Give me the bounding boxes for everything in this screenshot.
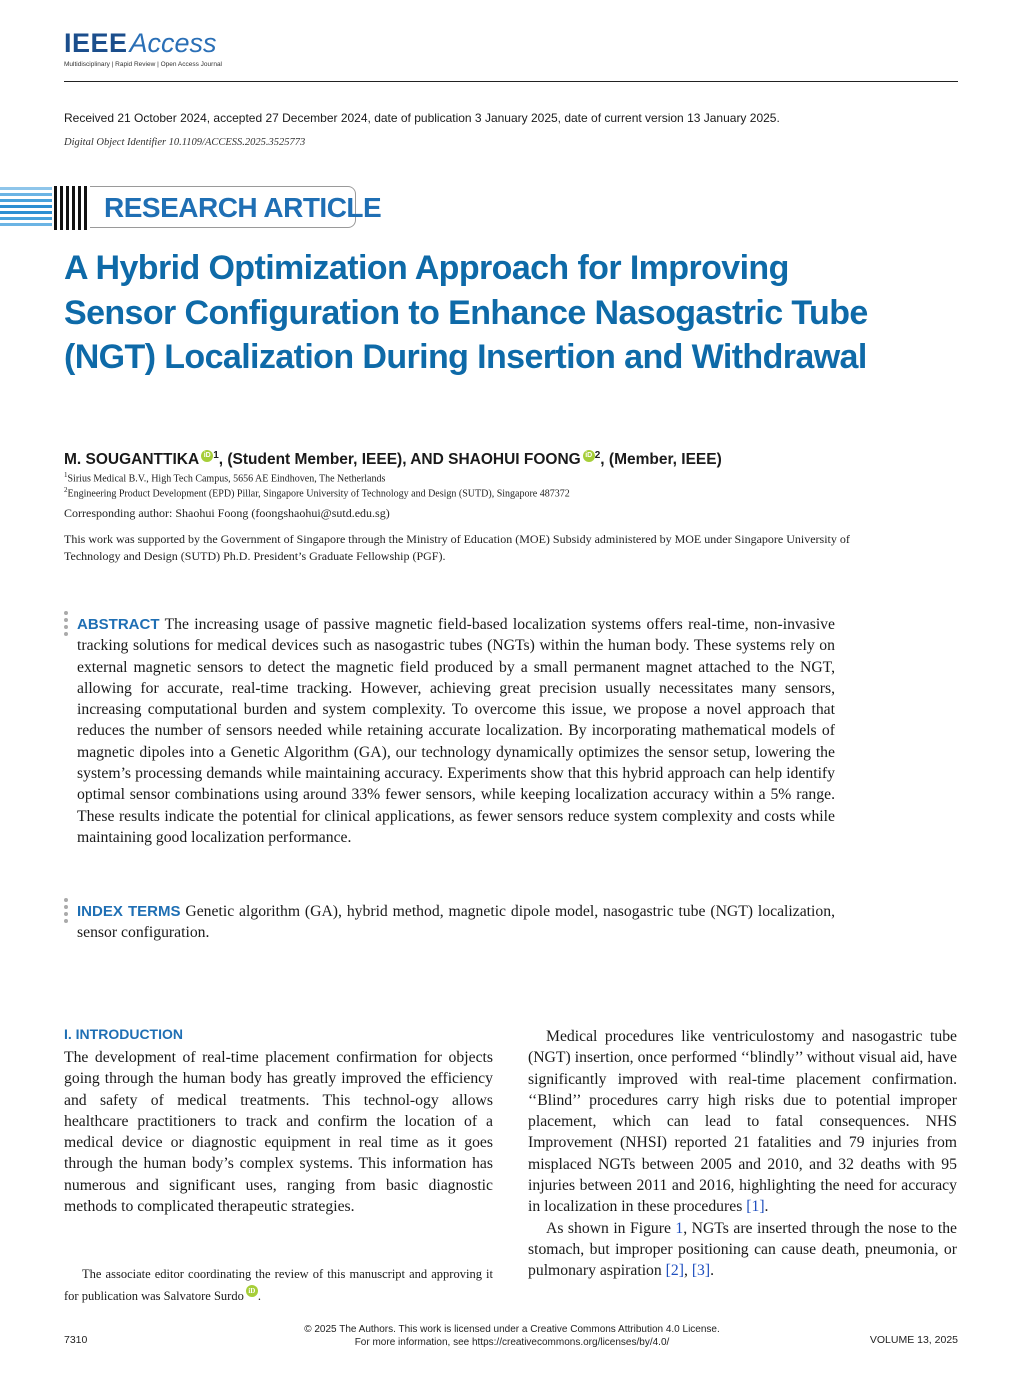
abstract-dots-icon bbox=[64, 611, 68, 639]
banner-bars-icon bbox=[54, 186, 92, 230]
paragraph-text: As shown in Figure bbox=[546, 1219, 671, 1237]
author-line bbox=[64, 450, 722, 469]
orcid-icon[interactable]: iD bbox=[246, 1285, 258, 1297]
banner-stripes-icon bbox=[0, 186, 52, 230]
right-column bbox=[528, 1026, 957, 1282]
citation-link[interactable]: [2] bbox=[665, 1262, 684, 1280]
intro-paragraph-1: The development of real-time placement confirmation for objects going through the human body has greatly improved the efficiency and safety of medical treatments. This technol-ogy allows healthcare practitioners to track and confirm the location of a medical device or diagnostic equipment in real time as it goes through the human body’s complex systems. This information has numerous and significant uses, ranging from basic diagnostic methods to complicated therapeutic strategies. bbox=[64, 1049, 493, 1216]
affiliation-2 bbox=[64, 486, 570, 499]
citation-link[interactable]: [3] bbox=[691, 1262, 711, 1280]
left-column bbox=[64, 1047, 493, 1217]
paragraph-text: , NGTs are inserted through the nose to the stomach, but improper positioning can cause death, pneumonia, or pulmonary aspiration bbox=[528, 1219, 958, 1280]
affiliation-1 bbox=[64, 471, 385, 484]
license-text: © 2025 The Authors. This work is licensed under a Creative Commons Attribution 4.0 License. bbox=[304, 1324, 720, 1335]
figure-link[interactable]: 1 bbox=[675, 1219, 684, 1237]
logo-access-text: Access bbox=[129, 28, 217, 58]
index-terms-label: INDEX TERMS bbox=[77, 903, 181, 920]
funding-note: This work was supported by the Government of Singapore through the Ministry of Education (MOE) Subsidy administered by MOE under Singapore University of Technology and Design (SUTD) Ph.D. President’s Graduate Fellowship (PGF). bbox=[64, 532, 850, 563]
author-1-suffix: , (Student Member, IEEE), AND SHAOHUI FOONG bbox=[218, 451, 581, 469]
license-link-text[interactable]: For more information, see https://creativecommons.org/licenses/by/4.0/ bbox=[354, 1337, 670, 1348]
volume-label: VOLUME 13, 2025 bbox=[869, 1334, 958, 1346]
article-type-label: RESEARCH ARTICLE bbox=[104, 192, 382, 223]
paragraph-text: Medical procedures like ventriculostomy and nasogastric tube (NGT) insertion, once performed ‘‘blindly’’ without visual aid, have significantly improved with real-time placement confirmation. ‘‘Blind’’ procedures carry high risks due to potential improper placement, which can lead to fatal consequences. NHS Improvement (NHSI) reported 21 fatalities and 79 injuries from misplaced NGTs between 2005 and 2010, and 32 deaths with 95 injuries between 2011 and 2016, highlighting the need for accuracy in localization in these procedures bbox=[528, 1028, 957, 1216]
author-1-name: M. SOUGANTTIKA bbox=[64, 451, 200, 469]
affiliation-num: 1 bbox=[64, 471, 68, 479]
author-1-affil-num: 1 bbox=[213, 450, 219, 461]
page-number: 7310 bbox=[64, 1334, 88, 1346]
editor-footnote: The associate editor coordinating the review of this manuscript and approving it for publication was Salvatore Surdo iD . bbox=[64, 1267, 493, 1303]
logo-tagline: Multidisciplinary | Rapid Review | Open Access Journal bbox=[64, 61, 222, 68]
orcid-icon[interactable]: iD bbox=[201, 450, 213, 462]
abstract-label: ABSTRACT bbox=[77, 616, 160, 633]
section-heading-introduction: I. INTRODUCTION bbox=[64, 1026, 183, 1042]
journal-logo bbox=[64, 28, 222, 68]
citation-link[interactable]: [1] bbox=[746, 1198, 765, 1216]
affiliation-text: Sirius Medical B.V., High Tech Campus, 5656 AE Eindhoven, The Netherlands bbox=[67, 473, 386, 485]
article-title: A Hybrid Optimization Approach for Improving Sensor Configuration to Enhance Nasogastric Tube (NGT) Localization During Insertion and Withdrawal bbox=[64, 249, 868, 376]
affiliation-num: 2 bbox=[64, 486, 68, 494]
author-2-suffix: , (Member, IEEE) bbox=[600, 451, 722, 469]
abstract-text: The increasing usage of passive magnetic field-based localization systems offers real-time, non-invasive tracking solutions for medical devices such as nasogastric tubes (NGTs) within the human body. These systems rely on external magnetic sensors to detect the magnetic field produced by a small permanent magnet attached to the NGT, allowing for accurate, real-time tracking. However, achieving great precision usually necessitates many sensors, increasing computational burden and system complexity. To overcome this issue, we propose a novel approach that reduces the number of sensors needed while retaining accurate localization. By incorporating mathematical models of magnetic dipoles into a Genetic Algorithm (GA), our technology dynamically optimizes the sensor setup, lowering the system’s processing demands while maintaining accuracy. Experiments show that this hybrid approach can help identify optimal sensor combinations using around 33% fewer sensors, while keeping localization accuracy within a 5% range. These results indicate the potential for clinical applications, as fewer sensors reduce system complexity and costs while maintaining good localization performance. bbox=[77, 616, 835, 846]
affiliation-text: Engineering Product Development (EPD) Pillar, Singapore University of Technology and Design (SUTD), Singapore 487372 bbox=[67, 488, 570, 500]
received-dates: Received 21 October 2024, accepted 27 December 2024, date of publication 3 January 2025, date of current version 13 January 2025. bbox=[64, 111, 780, 125]
editor-note-text: The associate editor coordinating the review of this manuscript and approving it for publication was Salvatore Surdo bbox=[64, 1267, 493, 1303]
header-divider bbox=[64, 81, 958, 82]
author-2-affil-num: 2 bbox=[594, 450, 601, 461]
abstract-block bbox=[77, 614, 835, 848]
logo-ieee-text: IEEE bbox=[64, 28, 128, 58]
intro-paragraph-3: As shown in Figure 1, NGTs are inserted through the nose to the stomach, but improper positioning can cause death, pneumonia, or pulmonary aspiration [2], [3]. bbox=[528, 1219, 958, 1280]
index-terms-text: Genetic algorithm (GA), hybrid method, magnetic dipole model, nasogastric tube (NGT) localization, sensor configuration. bbox=[77, 903, 836, 942]
corresponding-author: Corresponding author: Shaohui Foong (foongshaohui@sutd.edu.sg) bbox=[64, 506, 390, 520]
intro-paragraph-2: Medical procedures like ventriculostomy and nasogastric tube (NGT) insertion, once performed ‘‘blindly’’ without visual aid, have significantly improved with real-time placement confirmation. ‘‘Blind’’ procedures carry high risks due to potential improper placement, which can lead to fatal consequences. NHS Improvement (NHSI) reported 21 fatalities and 79 injuries from misplaced NGTs between 2005 and 2010, and 32 deaths with 95 injuries between 2011 and 2016, highlighting the need for accuracy in localization in these procedures [1]. bbox=[528, 1028, 957, 1216]
doi-line: Digital Object Identifier 10.1109/ACCESS.2025.3525773 bbox=[64, 137, 306, 148]
index-terms-block bbox=[77, 901, 835, 944]
index-terms-dots-icon bbox=[64, 898, 68, 926]
orcid-icon[interactable]: iD bbox=[583, 450, 595, 462]
